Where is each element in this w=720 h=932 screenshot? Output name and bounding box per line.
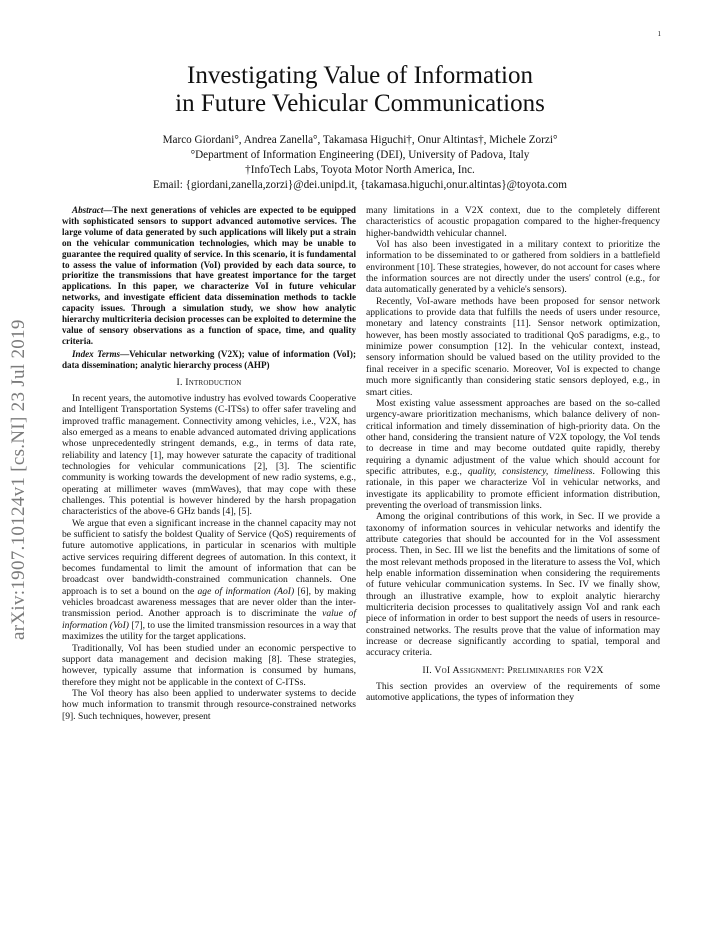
- author-block: [60, 133, 660, 193]
- right-p4-text-b: . Following this rationale, in this paper we characterize VoI in vehicular networks, and investigate its applicability to promote efficient information distribution, preventing the overload of transmission links.: [366, 465, 661, 511]
- right-p4-text-a: Most existing value assessment approaches are based on the so-called urgency-aware prioritization mechanisms, which balance delivery of non-critical information and timely dissemination of high-priority data. On the other hand, considering the transient nature of V2X topology, the VoI tends to decrease in time and may become outdated quite rapidly, thereby requiring a dynamic adjustment of the value which should account for specific attributes, e.g.,: [366, 397, 660, 477]
- section-heading-introduction: I. Introduction: [176, 376, 242, 388]
- author-list: Marco Giordani°, Andrea Zanella°, Takamasa Higuchi†, Onur Altintas†, Michele Zorzi°: [162, 134, 558, 146]
- intro-paragraph-2: [62, 518, 356, 643]
- index-terms-lead: Index Terms: [72, 348, 121, 359]
- left-column: [62, 205, 356, 722]
- intro-p2-text-a: We argue that even a significant increase in the channel capacity may not be sufficient to satisfy the boldest Quality of Service (QoS) requirements of future automotive applications, in particular in scenarios with multiple active services requiring different degrees of automation. In this context, it becomes fundamental to limit the amount of information that can be broadcast over bandwidth-constrained communication channels. One approach is to set a bound on the: [62, 517, 356, 597]
- abstract-lead: Abstract: [72, 205, 104, 215]
- abstract: [62, 205, 356, 347]
- term-value-of-information: value of information (VoI): [62, 608, 356, 631]
- right-paragraph-6: This section provides an overview of the requirements of some automotive applications, the types of information they: [366, 681, 660, 704]
- paper-title: [60, 62, 660, 118]
- title-line-1: Investigating Value of Information: [187, 62, 533, 89]
- intro-p2-text-b: [6], by making vehicles broadcast awareness messages that are never older than the inter-transmission period. Another approach is to discriminate the: [62, 585, 357, 620]
- index-terms: [62, 349, 356, 371]
- attribute-list: quality, consistency, timeliness: [467, 465, 593, 477]
- term-age-of-information: age of information (AoI): [197, 585, 295, 597]
- intro-paragraph-1: In recent years, the automotive industry has evolved towards Cooperative and Intelligent Transportation Systems (C-ITSs) to offer safer traveling and improved traffic management. Connectivity among vehicles, i.e., V2X, has also emerged as a means to enable advanced automated driving applications whose unprecedentedly stringent demands, e.g., in terms of data rate, reliability and latency [1], may however saturate the capacity of traditional technologies for vehicular communications [2], [3]. The scientific community is working towards the development of new radio systems, e.g., operating at millimeter waves (mmWaves), that may cope with these challenges. This potential is however hindered by the harsh propagation characteristics of the above-6 GHz bands [4], [5].: [62, 392, 356, 518]
- intro-paragraph-3: Traditionally, VoI has been studied under an economic perspective to support data management and decision making [8]. These strategies, however, typically assume that information is consumed by humans, therefore they might not be applicable in the context of C-ITSs.: [62, 642, 356, 688]
- section-heading-voi-assignment: II. VoI Assignment: Preliminaries for V2X: [422, 664, 604, 676]
- right-paragraph-3: Recently, VoI-aware methods have been proposed for sensor network applications to provide data that fulfills the needs of users under resource, monetary and latency constraints [11]. Sensor network optimization, however, has been mostly associated to traditional QoS paradigms, e.g., to minimize power consumption [12]. In the vehicular context, instead, sensory information should be valued based on the utility provided to the final receiver in a specific scenario. Moreover, VoI is expected to change much more significantly than considering static sensors deployed, e.g., in smart cities.: [366, 295, 660, 398]
- intro-paragraph-4: The VoI theory has also been applied to underwater systems to decide how much information to transmit through resource-constrained networks [9]. Such techniques, however, present: [62, 687, 356, 722]
- right-paragraph-5: Among the original contributions of this work, in Sec. II we provide a taxonomy of information sources in vehicular networks and identify the attribute categories that should be accounted for in the VoI assessment process. Then, in Sec. III we list the benefits and the limitations of some of the most relevant methods proposed in the literature to assess the VoI, which help enable information dissemination when considering the requirements of future vehicular communication systems. In Sec. IV we finally show, through an illustrative example, how to exploit analytic hierarchy multicriteria decision processes to qualitatively assign VoI and rank each piece of information in order to best support the needs of users in resource-constrained networks. The results prove that the value of information may increase or decrease significantly according to spatial, temporal and accuracy criteria.: [366, 511, 660, 659]
- affiliation-dei: °Department of Information Engineering (DEI), University of Padova, Italy: [190, 149, 530, 161]
- abstract-text: —The next generations of vehicles are expected to be equipped with sophisticated sensors to support advanced automotive services. The large volume of data generated by such applications will likely put a strain on the vehicular communication technologies, which may be unable to guarantee the required quality of service. In this scenario, it is fundamental to assess the value of information (VoI) provided by each data source, to prioritize the transmissions that have greatest importance for the target applications. In this paper, we characterize VoI in future vehicular networks, and investigate efficient data dissemination methods to tackle capacity issues. Through a simulation study, we show how analytic hierarchy multicriteria decision processes can be exploited to determine the value of sensory observations as a function of space, time, and quality criteria.: [62, 205, 356, 346]
- right-paragraph-2: VoI has also been investigated in a military context to prioritize the information to be disseminated to or gathered from soldiers in a battlefield environment [10]. These strategies, however, do not account for cases where the information sources are not directly under the users' control (e.g., for data automatically generated by a vehicle's sensors).: [366, 239, 660, 296]
- right-column: [366, 205, 660, 704]
- right-paragraph-1: many limitations in a V2X context, due to the completely different characteristics of acoustic propagation compared to the higher-frequency higher-bandwidth vehicular channel.: [366, 205, 660, 239]
- right-paragraph-4: [366, 398, 660, 511]
- title-line-2: in Future Vehicular Communications: [175, 90, 545, 117]
- email-line: Email: {giordani,zanella,zorzi}@dei.unipd.it, {takamasa.higuchi,onur.altintas}@toyota.com: [153, 179, 567, 191]
- index-terms-text: —Vehicular networking (V2X); value of information (VoI); data dissemination; analytic hierarchy process (AHP): [62, 348, 356, 370]
- affiliation-toyota: †InfoTech Labs, Toyota Motor North America, Inc.: [245, 164, 475, 176]
- page-number: 1: [657, 30, 661, 38]
- intro-p2-text-c: [7], to use the limited transmission resources in a way that maximizes the utility for the target applications.: [62, 619, 356, 643]
- arxiv-identifier: arXiv:1907.10124v1 [cs.NI] 23 Jul 2019: [8, 319, 29, 640]
